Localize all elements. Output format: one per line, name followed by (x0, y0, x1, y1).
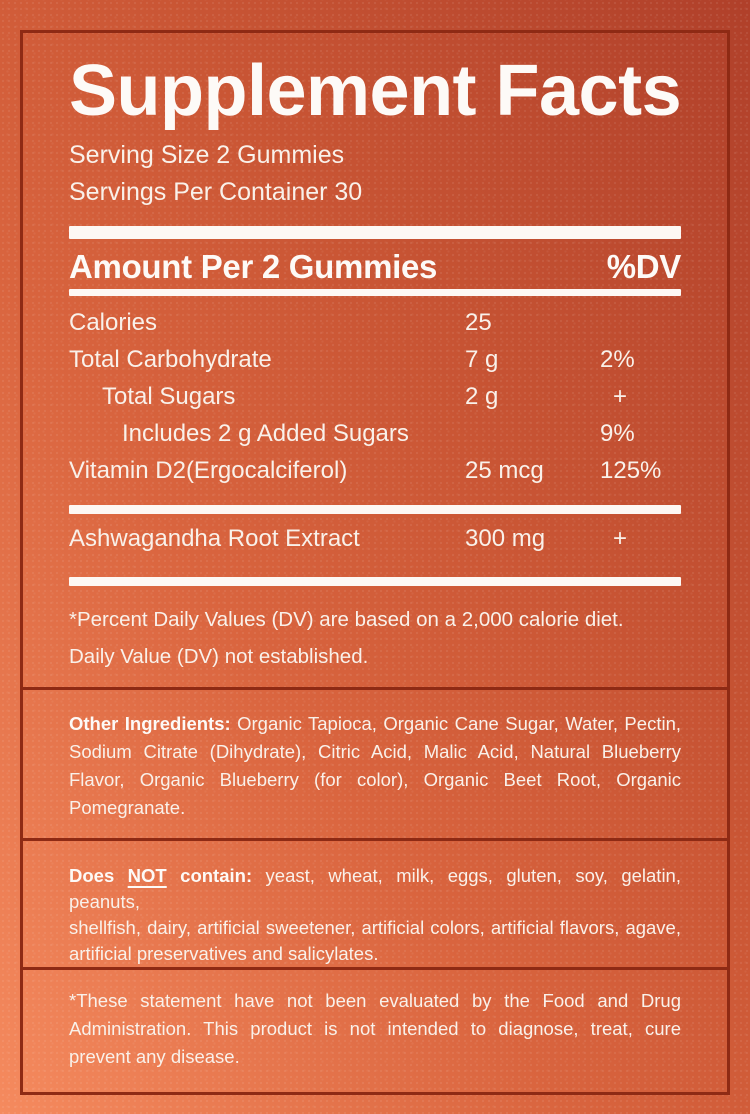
dv-header: %DV (606, 248, 681, 285)
lead-text: Does (69, 865, 128, 886)
extract-row (69, 520, 681, 557)
disclaimer-line: *These statement have not been evaluated by the Food and Drug (69, 990, 681, 1011)
nutrient-name: Ashwagandha Root Extract (69, 524, 360, 552)
nutrient-amount: 25 (465, 308, 492, 336)
disclaimer-line: Administration. This product is not intended to diagnose, treat, cure (69, 1018, 681, 1039)
nutrient-amount: 2 g (465, 382, 499, 410)
other-ingredients-line: Pomegranate. (69, 797, 186, 818)
nutrient-amount: 300 mg (465, 524, 546, 552)
other-ingredients-line: Sodium Citrate (Dihydrate), Citric Acid, Malic Acid, Natural Blueberry (69, 741, 681, 762)
footnote-line: Daily Value (DV) not established. (69, 644, 369, 668)
thick-divider-bar (69, 226, 681, 239)
facts-section (23, 33, 727, 687)
does-not-contain-line (69, 863, 681, 915)
does-not-contain-line: artificial preservatives and salicylates. (69, 943, 379, 964)
table-header (69, 247, 681, 287)
serving-size: Serving Size 2 Gummies (69, 141, 345, 169)
thin-divider-bar (69, 505, 681, 514)
other-ingredients-line (69, 710, 681, 738)
does-not-contain-section (23, 838, 727, 967)
other-ingredients-section (23, 687, 727, 838)
table-row (69, 415, 681, 452)
not-underlined: NOT (127, 865, 167, 886)
dv-footnote (69, 602, 681, 675)
nutrient-amount: 7 g (465, 345, 499, 373)
serving-info (69, 137, 681, 211)
footnote-line: *Percent Daily Values (DV) are based on a 2,000 calorie diet. (69, 608, 624, 631)
table-row (69, 378, 681, 415)
nutrient-dv: 2% (600, 345, 635, 373)
does-not-contain-text: yeast, wheat, milk, eggs, gluten, soy, gelatin, peanuts, (69, 865, 681, 912)
disclaimer-line: prevent any disease. (69, 1046, 240, 1067)
fda-disclaimer-section (23, 967, 727, 1092)
nutrient-name: Vitamin D2(Ergocalciferol) (69, 456, 348, 484)
other-ingredients-text: Organic Tapioca, Organic Cane Sugar, Water, Pectin, (230, 713, 681, 734)
table-row (69, 304, 681, 341)
table-row (69, 341, 681, 378)
amount-header: Amount Per 2 Gummies (69, 248, 438, 285)
does-not-contain-label (69, 865, 252, 886)
lead-text: contain: (166, 865, 253, 886)
nutrient-dv: 9% (600, 419, 635, 447)
nutrient-name: Calories (69, 308, 158, 336)
nutrient-name: Total Carbohydrate (69, 345, 272, 373)
nutrient-dv: 125% (600, 456, 662, 484)
nutrient-dv: + (613, 524, 628, 552)
thin-divider-bar (69, 289, 681, 296)
nutrient-amount: 25 mcg (465, 456, 544, 484)
does-not-contain-line: shellfish, dairy, artificial sweetener, artificial colors, artificial flavors, agave, (69, 917, 681, 938)
other-ingredients-label: Other Ingredients: (69, 713, 231, 734)
page-title: Supplement Facts (69, 51, 682, 131)
nutrient-table (69, 304, 681, 489)
label-panel (20, 30, 730, 1095)
other-ingredients-line: Flavor, Organic Blueberry (for color), Organic Beet Root, Organic (69, 769, 681, 790)
thin-divider-bar (69, 577, 681, 586)
nutrient-name: Includes 2 g Added Sugars (122, 419, 409, 447)
nutrient-name: Total Sugars (102, 382, 236, 410)
table-row (69, 452, 681, 489)
servings-per-container: Servings Per Container 30 (69, 178, 363, 206)
nutrient-dv: + (613, 382, 628, 410)
